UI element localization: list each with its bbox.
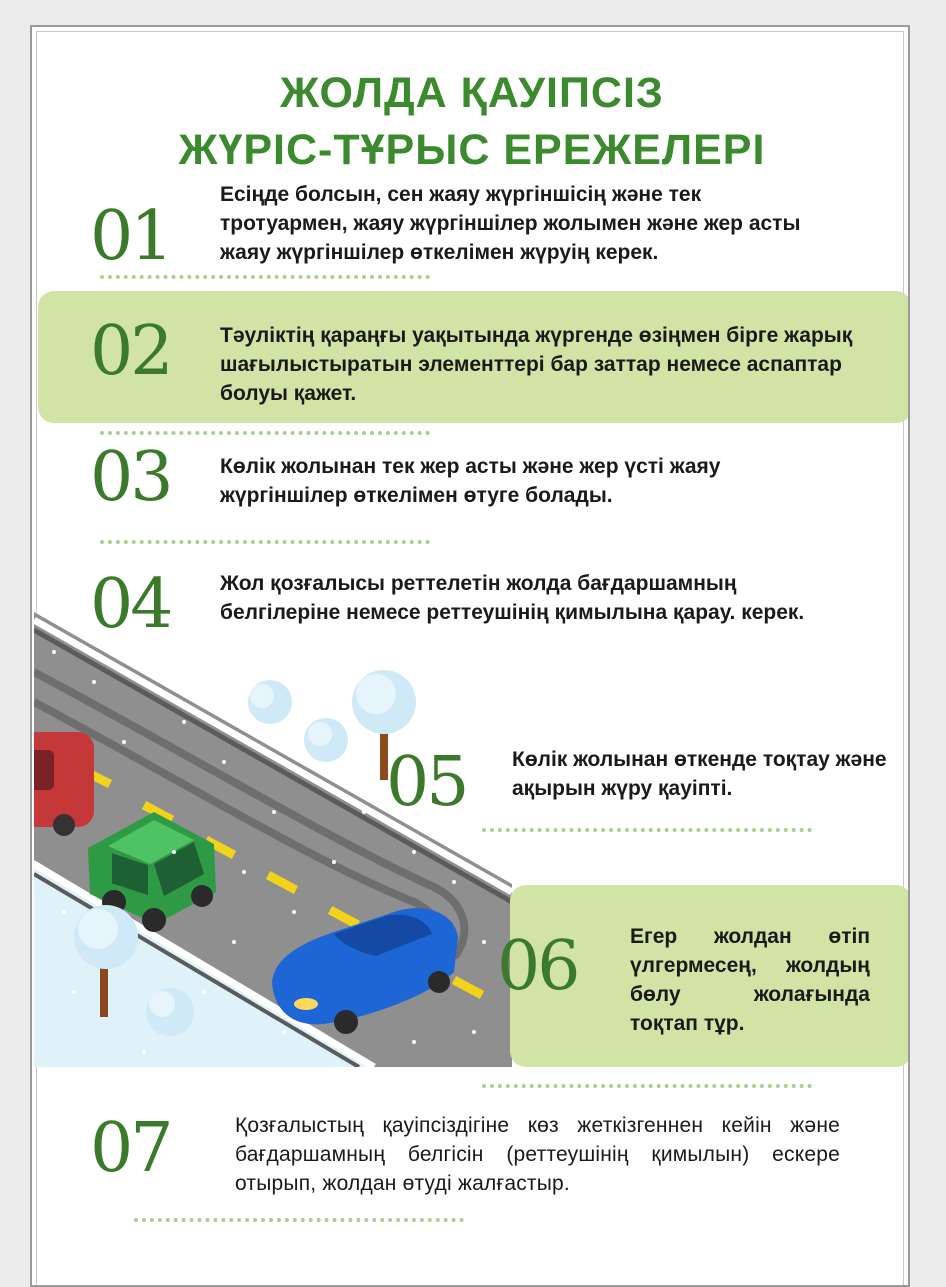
divider-dotted xyxy=(100,431,430,435)
rule-text-05: Көлік жолынан өткенде тоқтау және ақырын жүру қауіпті. xyxy=(512,748,887,800)
rule-text-07: Қозғалыстың қауіпсіздігіне көз жеткізгеннен кейін және бағдаршамның белгісін (реттеушінің қимылын) ескере отырып, жолдан өтуді жалғастыр. xyxy=(235,1114,840,1195)
rule-text-03: Көлік жолынан тек жер асты және жер үсті жаяу жүргіншілер өткелімен өтуге болады. xyxy=(220,455,721,507)
divider-dotted xyxy=(482,828,812,832)
divider-dotted xyxy=(100,540,430,544)
divider-dotted xyxy=(482,1084,812,1088)
rule-number-06: 06 xyxy=(497,927,578,1006)
infographic-sheet xyxy=(30,25,910,1287)
divider-dotted xyxy=(100,275,430,279)
red-car-icon xyxy=(34,732,94,836)
rule-number-07: 07 xyxy=(90,1109,171,1188)
rule-number-03: 03 xyxy=(90,438,171,517)
rule-number-02: 02 xyxy=(90,312,171,391)
title-line-2: ЖҮРІС-ТҰРЫС ЕРЕЖЕЛЕРІ xyxy=(178,126,766,174)
rule-text-01: Есіңде болсын, сен жаяу жүргіншісің және тек тротуармен, жаяу жүргіншілер жолымен және жер асты жаяу жүргіншілер өткелімен жүруің керек. xyxy=(220,183,801,264)
rule-text-06: Егер жолдан өтіп үлгермесең, жолдың бөлу жолағында тоқтап тұр. xyxy=(630,925,870,1035)
rule-number-05: 05 xyxy=(386,743,467,822)
winter-road-illustration xyxy=(34,612,512,1067)
title-line-1: ЖОЛДА ҚАУІПСІЗ xyxy=(280,69,664,117)
page-title xyxy=(32,65,910,179)
rule-text-04: Жол қозғалысы реттелетін жолда бағдаршамның белгілеріне немесе реттеушінің қимылына қарау. керек. xyxy=(220,572,805,624)
rule-number-04: 04 xyxy=(90,565,171,644)
divider-dotted xyxy=(134,1218,464,1222)
rule-text-02: Тәуліктің қараңғы уақытында жүргенде өзіңмен бірге жарық шағылыстыратын элементтері бар заттар немесе аспаптар болуы қажет. xyxy=(220,324,853,405)
rule-number-01: 01 xyxy=(90,197,171,276)
